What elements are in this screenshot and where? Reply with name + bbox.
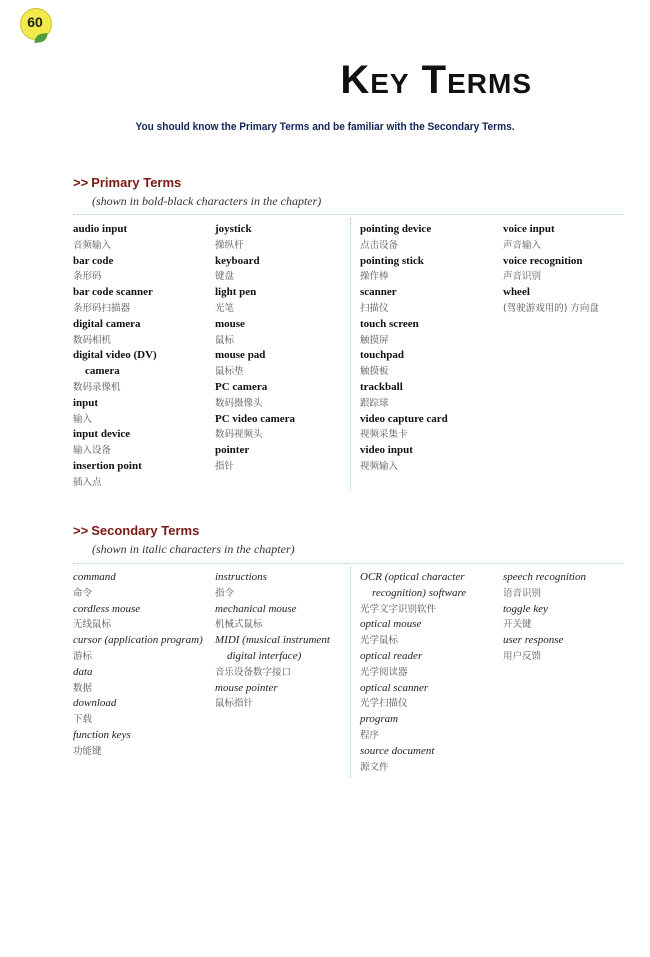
- term-english: wheel: [503, 286, 530, 299]
- term-chinese: 无线鼠标: [73, 619, 112, 631]
- page-title: Key Terms: [340, 58, 532, 102]
- term-chinese: 程序: [360, 729, 380, 741]
- term-chinese: 数据: [73, 682, 93, 694]
- term-chinese: 游标: [73, 650, 93, 662]
- term-english: speech recognition: [503, 571, 586, 583]
- term-chinese: 下载: [73, 714, 93, 726]
- term-chinese: 数码视频头: [215, 429, 263, 441]
- secondary-column-2: [215, 570, 355, 712]
- intro-text: You should know the Primary Terms and be familiar with the Secondary Terms.: [135, 121, 515, 133]
- term-english: OCR (optical character: [360, 571, 465, 583]
- term-english: pointing device: [360, 223, 432, 235]
- term-english: mouse pointer: [215, 681, 278, 694]
- term-chinese: 光学鼠标: [360, 635, 399, 647]
- secondary-heading: [73, 523, 199, 538]
- chevron-right-icon: >>: [73, 523, 89, 538]
- page-number: 60: [27, 14, 43, 30]
- term-english: optical scanner: [360, 681, 429, 694]
- term-chinese: 命令: [73, 587, 93, 599]
- term-english: mouse pad: [215, 349, 266, 362]
- term-english: pointing stick: [360, 254, 424, 267]
- term-chinese: 光学扫描仪: [360, 698, 408, 710]
- term-chinese: 语音识别: [503, 587, 542, 599]
- term-chinese: 开关键: [503, 619, 532, 631]
- term-chinese: 源文件: [360, 761, 389, 773]
- term-english: instructions: [215, 571, 267, 583]
- term-chinese: 数码录像机: [73, 381, 121, 393]
- term-chinese: 机械式鼠标: [215, 619, 263, 631]
- term-english: input: [73, 396, 99, 409]
- term-english: bar code scanner: [73, 286, 153, 299]
- primary-heading: [73, 175, 181, 190]
- term-english: light pen: [215, 286, 257, 299]
- term-english: program: [360, 713, 399, 726]
- term-chinese: 光学文字识别软件: [360, 603, 437, 615]
- term-chinese: 声音输入: [503, 239, 542, 251]
- term-chinese: 输入设备: [73, 445, 112, 457]
- term-english: download: [73, 697, 117, 710]
- term-chinese: 功能键: [73, 745, 102, 757]
- term-chinese: 光学阅读器: [360, 666, 408, 678]
- term-english: user response: [503, 634, 564, 647]
- term-english: video capture card: [360, 412, 448, 425]
- term-chinese: 扫描仪: [360, 302, 389, 314]
- term-english: touch screen: [360, 317, 419, 330]
- term-chinese: 数码摄像头: [215, 397, 263, 409]
- term-english: data: [73, 665, 93, 678]
- term-chinese: 插入点: [73, 476, 102, 488]
- term-english: pointer: [215, 444, 250, 457]
- secondary-column-3: [360, 570, 500, 775]
- term-english-continued: digital interface): [227, 649, 302, 662]
- term-chinese: 指令: [215, 587, 235, 599]
- primary-column-1: [73, 222, 213, 491]
- term-english: toggle key: [503, 602, 548, 615]
- term-english: cordless mouse: [73, 602, 141, 615]
- term-chinese: 跟踪球: [360, 397, 389, 409]
- term-english: PC camera: [215, 380, 268, 393]
- term-english-continued: camera: [85, 365, 120, 378]
- term-english: audio input: [73, 223, 128, 235]
- term-chinese: 操纵杆: [215, 239, 244, 251]
- term-chinese: 条形码扫描器: [73, 302, 131, 314]
- secondary-note: (shown in italic characters in the chapter): [92, 542, 295, 556]
- term-english: MIDI (musical instrument: [215, 634, 330, 647]
- term-english: digital video (DV): [73, 349, 157, 362]
- term-english-continued: recognition) software: [372, 586, 467, 599]
- term-english: optical reader: [360, 649, 423, 662]
- term-chinese: 音乐设备数字接口: [215, 666, 292, 678]
- secondary-column-1: [73, 570, 213, 760]
- term-english: PC video camera: [215, 412, 296, 425]
- term-english: touchpad: [360, 349, 405, 362]
- primary-heading-label: Primary Terms: [91, 175, 182, 190]
- chevron-right-icon: >>: [73, 175, 89, 190]
- term-english: mechanical mouse: [215, 602, 297, 615]
- term-chinese: 点击设备: [360, 239, 399, 251]
- page-number-badge: [20, 8, 52, 40]
- term-english: function keys: [73, 728, 131, 741]
- term-chinese: 鼠标: [215, 334, 235, 346]
- term-english: voice input: [503, 223, 555, 235]
- term-english: digital camera: [73, 317, 141, 330]
- primary-column-4: [503, 222, 643, 317]
- secondary-divider: [73, 563, 623, 564]
- primary-note: (shown in bold-black characters in the chapter): [92, 194, 322, 208]
- primary-column-3: [360, 222, 500, 475]
- term-english: trackball: [360, 380, 403, 393]
- term-chinese: 操作棒: [360, 271, 389, 283]
- term-english: keyboard: [215, 254, 260, 267]
- term-chinese: 视频采集卡: [360, 429, 408, 441]
- term-chinese: 音频输入: [73, 239, 112, 251]
- term-english: mouse: [215, 317, 245, 330]
- term-chinese: 输入: [73, 413, 93, 425]
- term-chinese: 数码相机: [73, 334, 112, 346]
- term-chinese: 鼠标指针: [215, 698, 254, 710]
- term-english: video input: [360, 444, 413, 457]
- term-chinese: 视频输入: [360, 460, 399, 472]
- term-english: input device: [73, 428, 131, 441]
- term-english: voice recognition: [503, 254, 583, 267]
- term-chinese: 键盘: [215, 271, 235, 283]
- term-chinese: 条形码: [73, 271, 102, 283]
- term-english: command: [73, 571, 116, 583]
- term-chinese: 声音识别: [503, 271, 542, 283]
- term-english: insertion point: [73, 459, 142, 472]
- term-english: optical mouse: [360, 618, 422, 631]
- term-chinese: (驾驶游戏用的) 方向盘: [503, 302, 599, 314]
- term-chinese: 鼠标垫: [215, 366, 244, 378]
- term-english: bar code: [73, 254, 114, 267]
- primary-column-2: [215, 222, 355, 475]
- term-chinese: 指针: [215, 460, 235, 472]
- term-chinese: 用户反馈: [503, 650, 542, 662]
- primary-divider: [73, 214, 623, 215]
- term-english: source document: [360, 744, 435, 757]
- term-chinese: 光笔: [215, 302, 235, 314]
- term-english: cursor (application program): [73, 634, 203, 647]
- secondary-heading-label: Secondary Terms: [91, 523, 200, 538]
- term-english: joystick: [215, 223, 252, 235]
- term-english: scanner: [360, 286, 397, 299]
- term-chinese: 触摸屏: [360, 334, 389, 346]
- term-chinese: 触摸板: [360, 366, 389, 378]
- secondary-column-4: [503, 570, 643, 665]
